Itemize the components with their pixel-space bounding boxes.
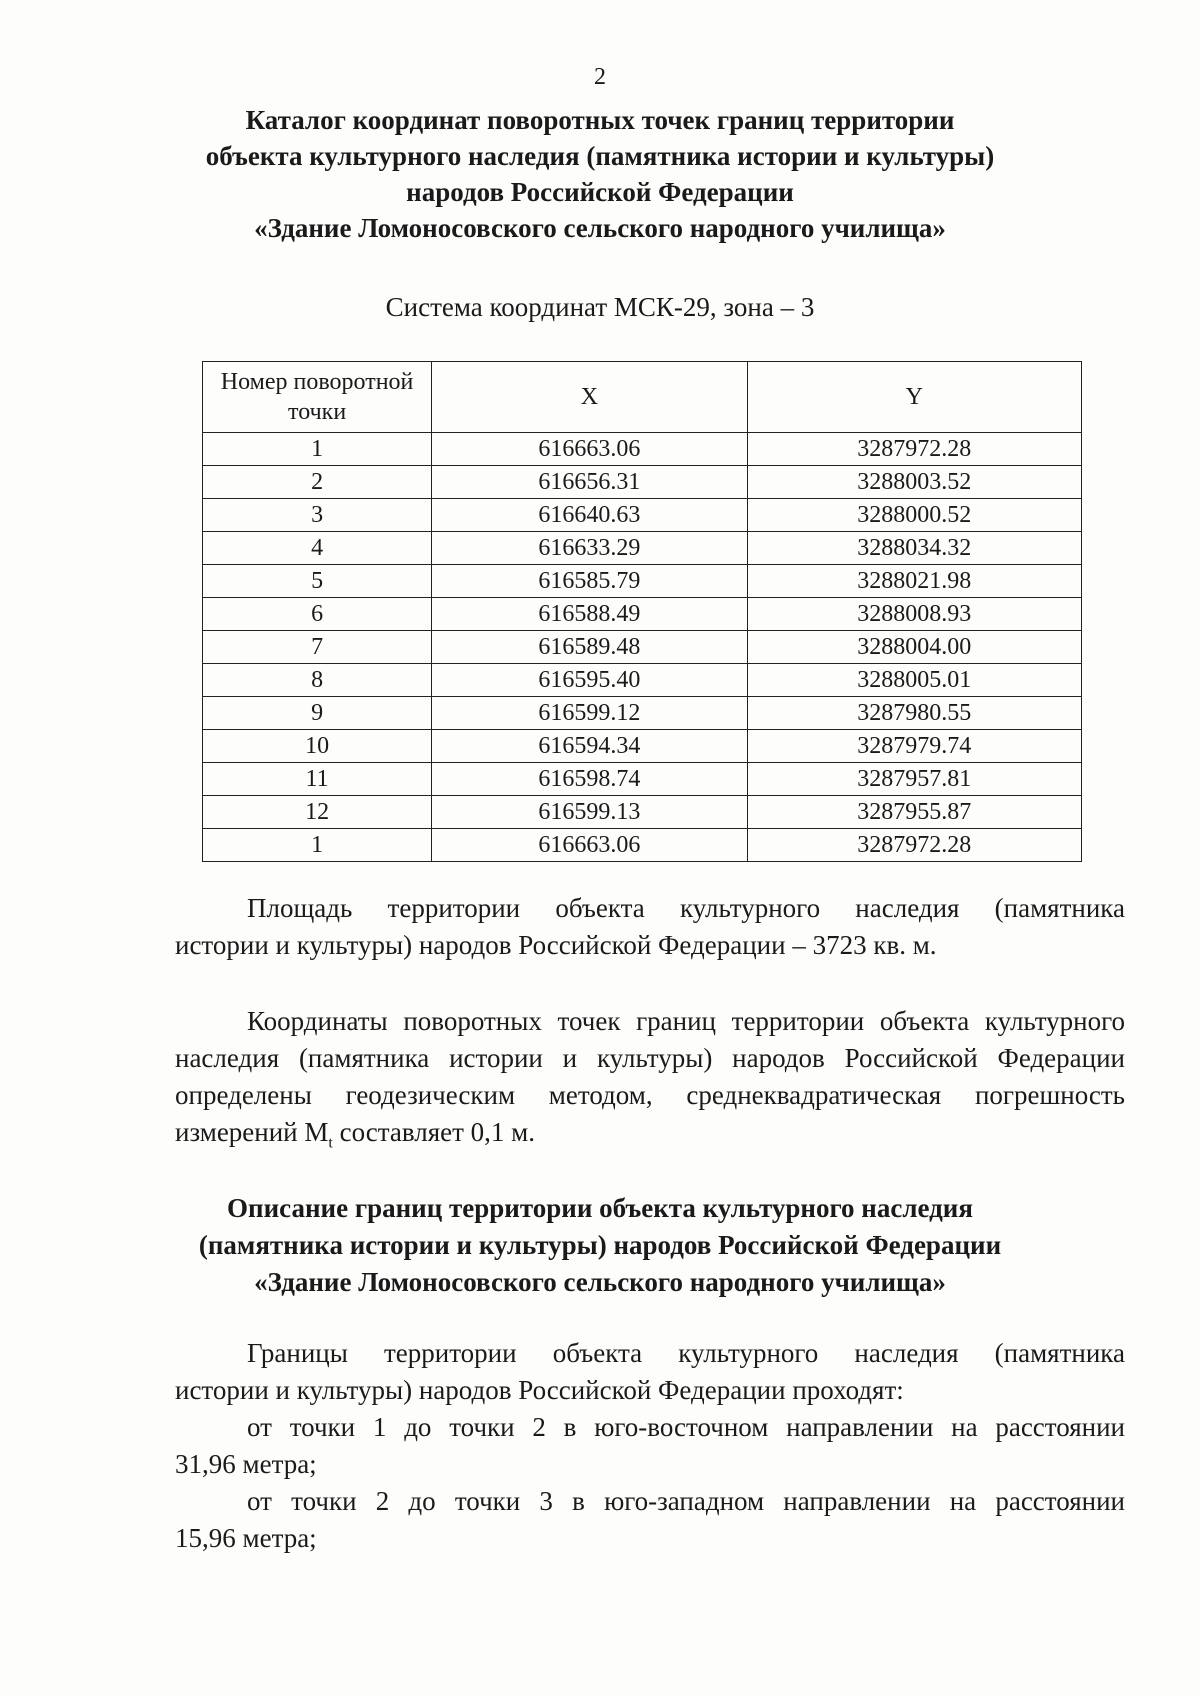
title-line: объекта культурного наследия (памятника истории и культуры) [205,141,995,171]
cell-point-number: 9 [203,697,432,730]
cell-point-number: 12 [203,796,432,829]
cell-point-number: 8 [203,664,432,697]
cell-point-number: 10 [203,730,432,763]
table-row [203,433,1082,466]
title-line: «Здание Ломоносовского сельского народного училища» [254,213,946,243]
cell-y: 3287955.87 [747,796,1081,829]
cell-x: 616594.34 [432,730,747,763]
accuracy-paragraph [175,1003,1125,1161]
cell-point-number: 7 [203,631,432,664]
paragraph-line: Площадь территории объекта культурного наследия (памятника [247,893,1125,923]
subscript: t [328,1134,333,1152]
boundaries-paragraph [175,1335,1125,1557]
cell-y: 3287979.74 [747,730,1081,763]
table-row [203,763,1082,796]
cell-x: 616599.12 [432,697,747,730]
area-paragraph [175,890,1125,964]
cell-x: 616585.79 [432,565,747,598]
cell-x: 616663.06 [432,829,747,862]
paragraph-line: истории и культуры) народов Российской Федерации – 3723 кв. м. [175,930,937,960]
cell-y: 3287972.28 [747,829,1081,862]
table-row [203,532,1082,565]
table-row [203,565,1082,598]
cell-point-number: 1 [203,433,432,466]
cell-y: 3288003.52 [747,466,1081,499]
cell-y: 3288004.00 [747,631,1081,664]
description-heading [150,1190,1050,1301]
cell-point-number: 2 [203,466,432,499]
table-row [203,664,1082,697]
table-row [203,598,1082,631]
paragraph-line: 15,96 метра; [175,1523,317,1553]
coordinate-system: Система координат МСК-29, зона – 3 [385,292,815,322]
cell-point-number: 3 [203,499,432,532]
cell-x: 616589.48 [432,631,747,664]
cell-point-number: 1 [203,829,432,862]
cell-y: 3287957.81 [747,763,1081,796]
heading-line: (памятника истории и культуры) народов Российской Федерации [198,1230,1002,1260]
cell-y: 3288034.32 [747,532,1081,565]
paragraph-line: от точки 2 до точки 3 в юго-западном направлении на расстоянии [247,1486,1125,1516]
paragraph-line [175,1114,1125,1161]
header-point-number: Номер поворотной точки [203,362,432,433]
line-text: составляет 0,1 м. [332,1117,536,1147]
title-line: Каталог координат поворотных точек границ территории [245,105,955,135]
line-text: измерений M [175,1117,329,1147]
table-row [203,829,1082,862]
cell-point-number: 6 [203,598,432,631]
table-row [203,730,1082,763]
paragraph-line: Границы территории объекта культурного наследия (памятника [247,1338,1125,1368]
cell-y: 3287980.55 [747,697,1081,730]
table-row [203,499,1082,532]
cell-point-number: 4 [203,532,432,565]
cell-x: 616598.74 [432,763,747,796]
table-row [203,697,1082,730]
cell-x: 616595.40 [432,664,747,697]
table-header-row [203,362,1082,433]
cell-x: 616588.49 [432,598,747,631]
title-line: народов Российской Федерации [406,177,794,207]
cell-x: 616633.29 [432,532,747,565]
cell-x: 616640.63 [432,499,747,532]
paragraph-line: Координаты поворотных точек границ территории объекта культурного [247,1006,1125,1036]
cell-point-number: 11 [203,763,432,796]
cell-x: 616599.13 [432,796,747,829]
cell-y: 3288000.52 [747,499,1081,532]
table-row [203,796,1082,829]
heading-line: «Здание Ломоносовского сельского народного училища» [254,1267,946,1297]
paragraph-line: 31,96 метра; [175,1449,317,1479]
cell-x: 616663.06 [432,433,747,466]
paragraph-line: определены геодезическим методом, среднеквадратическая погрешность [175,1080,1125,1110]
document-title [150,102,1050,246]
coordinates-table [202,361,1082,862]
cell-x: 616656.31 [432,466,747,499]
table-row [203,631,1082,664]
cell-y: 3288008.93 [747,598,1081,631]
page-number: 2 [594,64,606,90]
paragraph-line: наследия (памятника истории и культуры) народов Российской Федерации [175,1043,1125,1073]
header-x: X [432,362,747,433]
cell-y: 3288005.01 [747,664,1081,697]
header-y: Y [747,362,1081,433]
table-row [203,466,1082,499]
paragraph-line: истории и культуры) народов Российской Федерации проходят: [175,1375,904,1405]
paragraph-line: от точки 1 до точки 2 в юго-восточном направлении на расстоянии [247,1412,1125,1442]
cell-point-number: 5 [203,565,432,598]
cell-y: 3287972.28 [747,433,1081,466]
heading-line: Описание границ территории объекта культурного наследия [227,1193,973,1223]
cell-y: 3288021.98 [747,565,1081,598]
